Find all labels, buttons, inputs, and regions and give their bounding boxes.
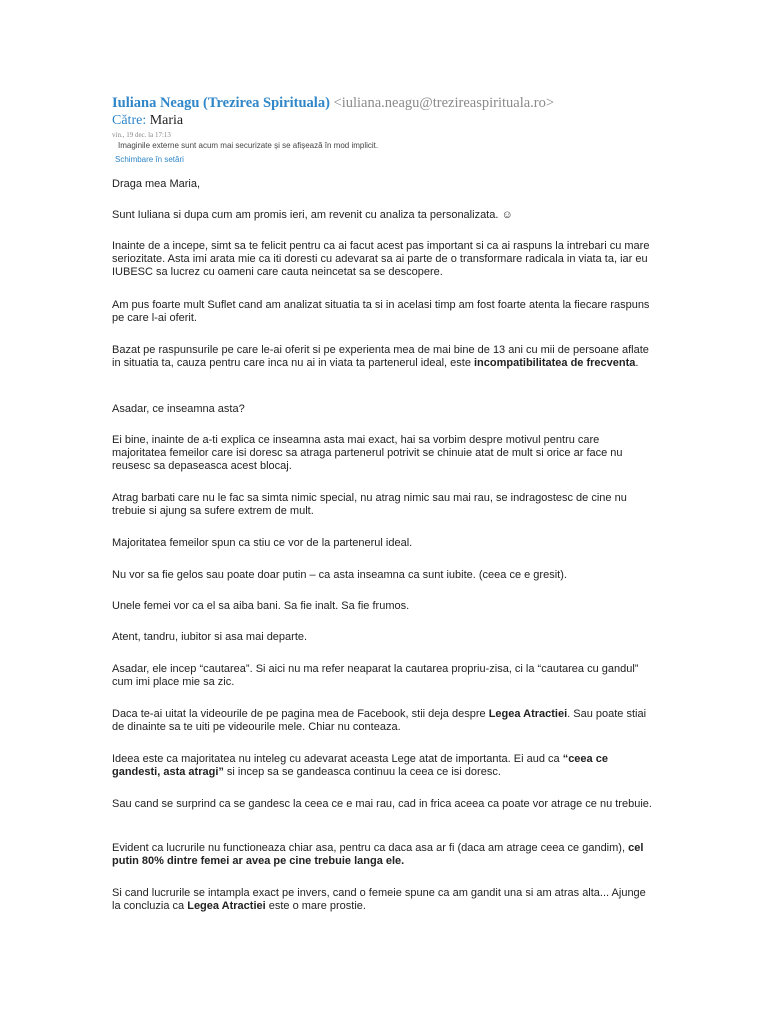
paragraph: Unele femei vor ca el sa aiba bani. Sa fie inalt. Sa fie frumos. — [112, 600, 410, 612]
email-header — [112, 94, 732, 165]
paragraph-text: Bazat pe raspunsurile pe care le-ai oferit si pe experienta mea de mai bine de 13 ani cu mii de persoane aflate in situatia ta, cauza pentru care inca nu ai in viata ta partenerul ideal, este — [112, 344, 649, 369]
paragraph-text: . Sau poate stiai de dinainte sa te uiti pe videourile mele. Chiar nu conteaza. — [112, 708, 647, 733]
paragraph-text: Si cand lucrurile se intampla exact pe invers, cand o femeie spune ca am gandit una si am atras alta... Ajunge la concluzia ca — [112, 887, 646, 912]
email-date: vin., 19 dec. la 17:13 — [112, 131, 171, 139]
paragraph — [112, 708, 652, 734]
paragraph: Majoritatea femeilor spun ca stiu ce vor de la partenerul ideal. — [112, 537, 413, 549]
sender-line — [112, 94, 732, 112]
paragraph — [112, 887, 652, 913]
settings-link[interactable]: Schimbare în setări — [115, 155, 184, 164]
paragraph-text: Daca te-ai uitat la videourile de pe pagina mea de Facebook, stii deja despre — [112, 708, 489, 720]
recipient-line — [112, 113, 732, 129]
paragraph: Inainte de a incepe, simt sa te felicit pentru ca ai facut acest pas important si ca ai raspuns la intrebari cu mare seriozitate. Asta imi arata mie ca iti doresti cu adevarat sa ai parte de o transformare radicala in viata ta, iar eu IUBESC sa lucrez cu oameni care cauta neincetat sa se descopere. — [112, 240, 650, 278]
paragraph-text: . — [635, 357, 639, 369]
sender-email[interactable]: <iuliana.neagu@trezireaspirituala.ro> — [333, 95, 555, 111]
paragraph-text: este o mare prostie. — [265, 900, 366, 912]
paragraph-text: si incep sa se gandeasca continuu la ceea ce isi doresc. — [223, 766, 501, 778]
paragraph-text: Evident ca lucrurile nu functioneaza chiar asa, pentru ca daca asa ar fi (daca am atrage ceea ce gandim), — [112, 842, 629, 854]
sender-name[interactable]: Iuliana Neagu (Trezirea Spirituala) — [112, 95, 330, 111]
paragraph-text: Ideea este ca majoritatea nu inteleg cu adevarat aceasta Lege atat de importanta. Ei aud ca — [112, 753, 563, 765]
paragraph: Sunt Iuliana si dupa cum am promis ieri, am revenit cu analiza ta personalizata. ☺ — [112, 209, 513, 221]
paragraph — [112, 753, 652, 779]
paragraph: Atrag barbati care nu le fac sa simta nimic special, nu atrag nimic sau mai rau, se indragostesc de cine nu trebuie si ajung sa sufere extrem de mult. — [112, 492, 627, 517]
paragraph — [112, 842, 652, 868]
paragraph: Sau cand se surprind ca se gandesc la ceea ce e mai rau, cad in frica aceea ca poate vor atrage ce nu trebuie. — [112, 798, 652, 810]
paragraph: Atent, tandru, iubitor si asa mai departe. — [112, 631, 308, 643]
paragraph: Asadar, ce inseamna asta? — [112, 403, 245, 415]
paragraph: Nu vor sa fie gelos sau poate doar putin – ca asta inseamna ca sunt iubite. (ceea ce e gresit). — [112, 569, 567, 581]
bold-phrase: “ceea ce gandesti, asta atragi” — [112, 753, 608, 778]
greeting: Draga mea Maria, — [112, 178, 201, 190]
bold-phrase: Legea Atractiei — [187, 900, 266, 912]
paragraph: Am pus foarte mult Suflet cand am analizat situatia ta si in acelasi timp am fost foarte atenta la fiecare raspuns pe care l-ai oferit. — [112, 299, 650, 324]
images-notice: Imaginile externe sunt acum mai securizate și se afișează în mod implicit. — [118, 141, 379, 150]
bold-phrase: cel putin 80% dintre femei ar avea pe cine trebuie langa ele. — [112, 842, 644, 867]
paragraph — [112, 344, 652, 370]
paragraph: Asadar, ele incep “cautarea”. Si aici nu ma refer neaparat la cautarea propriu-zisa, ci la “cautarea cu gandul” cum imi place mie sa zic. — [112, 663, 639, 688]
recipient-label: Către: — [112, 113, 147, 128]
bold-phrase: Legea Atractiei — [488, 708, 568, 720]
bold-phrase: incompatibilitatea de frecventa — [474, 357, 636, 369]
paragraph: Ei bine, inainte de a-ti explica ce inseamna asta mai exact, hai sa vorbim despre motivul pentru care majoritatea femeilor care isi doresc sa atraga partenerul potrivit se chinuie atat de mult si orice ar face nu reusesc sa depaseasca acest blocaj. — [112, 434, 623, 472]
recipient-name[interactable]: Maria — [149, 113, 184, 128]
